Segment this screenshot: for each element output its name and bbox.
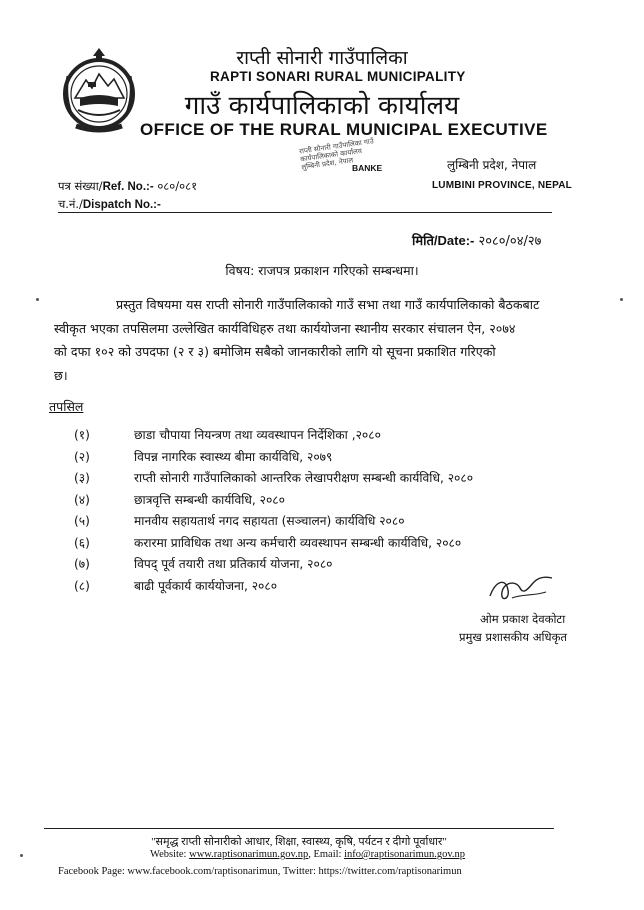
item-text: करारमा प्राविधिक तथा अन्य कर्मचारी व्यवस्थापन सम्बन्धी कार्यविधि, २०८०: [134, 535, 462, 550]
scan-speck: [620, 298, 623, 301]
item-number: (२): [74, 449, 90, 464]
scan-speck: [36, 298, 39, 301]
item-text: छात्रवृत्ति सम्बन्धी कार्यविधि, २०८०: [134, 492, 285, 507]
item-number: (६): [74, 535, 90, 550]
body-line: छ।: [54, 367, 68, 383]
footer-social: Facebook Page: www.facebook.com/raptisonarimun, Twitter: https://twitter.com/raptisonarimun: [58, 866, 462, 877]
ref-value: ०८०/०८१: [157, 179, 198, 193]
letter-subject: विषय: राजपत्र प्रकाशन गरिएको सम्बन्धमा।: [225, 263, 419, 278]
office-name-english: RAPTI SONARI RURAL MUNICIPALITY: [210, 69, 466, 84]
item-text: विपद् पूर्व तयारी तथा प्रतिकार्य योजना, २०८०: [134, 557, 333, 571]
footer-contact: [150, 849, 465, 860]
list-item: [74, 425, 473, 447]
item-number: (१): [74, 428, 90, 442]
list-item: [74, 554, 473, 576]
item-number: (७): [74, 557, 90, 571]
list-item: [74, 447, 473, 469]
website-link[interactable]: www.raptisonarimun.gov.np: [189, 849, 309, 860]
list-item: [74, 468, 473, 490]
dispatch-label-en: Dispatch No.:-: [82, 199, 161, 211]
date-value: २०८०/०४/२७: [478, 234, 542, 249]
signatory-title: प्रमुख प्रशासकीय अधिकृत: [459, 630, 567, 644]
letter-date: [412, 231, 541, 249]
district-name: BANKE: [352, 163, 383, 173]
email-label: , Email:: [308, 849, 342, 860]
item-number: (८): [74, 578, 90, 593]
footer-divider: [44, 828, 554, 829]
email-link[interactable]: info@raptisonarimun.gov.np: [344, 849, 466, 860]
ref-label-np: पत्र संख्या/: [58, 179, 103, 193]
footer-slogan: "समृद्ध राप्ती सोनारीको आधार, शिक्षा, स्वास्थ्य, कृषि, पर्यटन र दीगो पूर्वाधार": [151, 836, 447, 848]
dispatch-label-np: च.नं./: [58, 197, 83, 211]
header-divider: [58, 212, 552, 213]
office-name-nepali: राप्ती सोनारी गाउँपालिका: [236, 47, 408, 69]
item-text: छाडा चौपाया नियन्त्रण तथा व्यवस्थापन निर्देशिका ,२०८०: [134, 428, 381, 442]
letter-body: [54, 293, 590, 387]
reference-number: [58, 179, 197, 194]
body-line: स्वीकृत भएका तपसिलमा उल्लेखित कार्यविधिहरु तथा कार्ययोजना स्थानीय सरकार संचालन ऐन, २०७४: [54, 320, 516, 336]
website-label: Website:: [150, 849, 187, 860]
item-number: (५): [74, 514, 90, 528]
dispatch-number: [58, 197, 161, 212]
procedures-list: [74, 425, 473, 597]
item-number: (४): [74, 492, 90, 507]
ref-label-en: Ref. No.:-: [102, 181, 154, 193]
province-nepali: लुम्बिनी प्रदेश, नेपाल: [447, 158, 537, 172]
executive-office-english: OFFICE OF THE RURAL MUNICIPAL EXECUTIVE: [140, 120, 548, 139]
item-text: बाढी पूर्वकार्य कार्ययोजना, २०८०: [134, 578, 278, 593]
tapsil-heading: तपसिल: [49, 399, 84, 414]
date-label-en: Date:-: [437, 233, 475, 248]
handwritten-signature: [486, 572, 556, 606]
scan-speck: [20, 854, 23, 857]
list-item: [74, 511, 473, 533]
office-stamp: राप्ती सोनारी गाउँपालिका गाउँ कार्यपालिकाको कार्यालय लुम्बिनी प्रदेश, नेपाल: [298, 137, 375, 172]
list-item: [74, 533, 473, 555]
body-line: प्रस्तुत विषयमा यस राप्ती सोनारी गाउँपालिकाको गाउँ सभा तथा गाउँ कार्यपालिकाको बैठकबाट: [116, 297, 540, 312]
date-label-np: मिति/: [412, 233, 438, 248]
item-text: मानवीय सहायतार्थ नगद सहायता (सञ्चालन) कार्यविधि २०८०: [134, 514, 405, 528]
province-english: LUMBINI PROVINCE, NEPAL: [432, 180, 572, 191]
signatory-name: ओम प्रकाश देवकोटा: [480, 612, 566, 626]
list-item: [74, 576, 473, 598]
item-number: (३): [74, 471, 90, 485]
item-text: विपन्न नागरिक स्वास्थ्य बीमा कार्यविधि, २०७९: [134, 449, 333, 464]
executive-office-nepali: गाउँ कार्यपालिकाको कार्यालय: [184, 91, 460, 121]
item-text: राप्ती सोनारी गाउँपालिकाको आन्तरिक लेखापरीक्षण सम्बन्धी कार्यविधि, २०८०: [134, 471, 474, 485]
body-line: को दफा १०२ को उपदफा (२ र ३) बमोजिम सबैको जानकारीको लागि यो सूचना प्रकाशित गरिएको: [54, 344, 496, 359]
list-item: [74, 490, 473, 512]
